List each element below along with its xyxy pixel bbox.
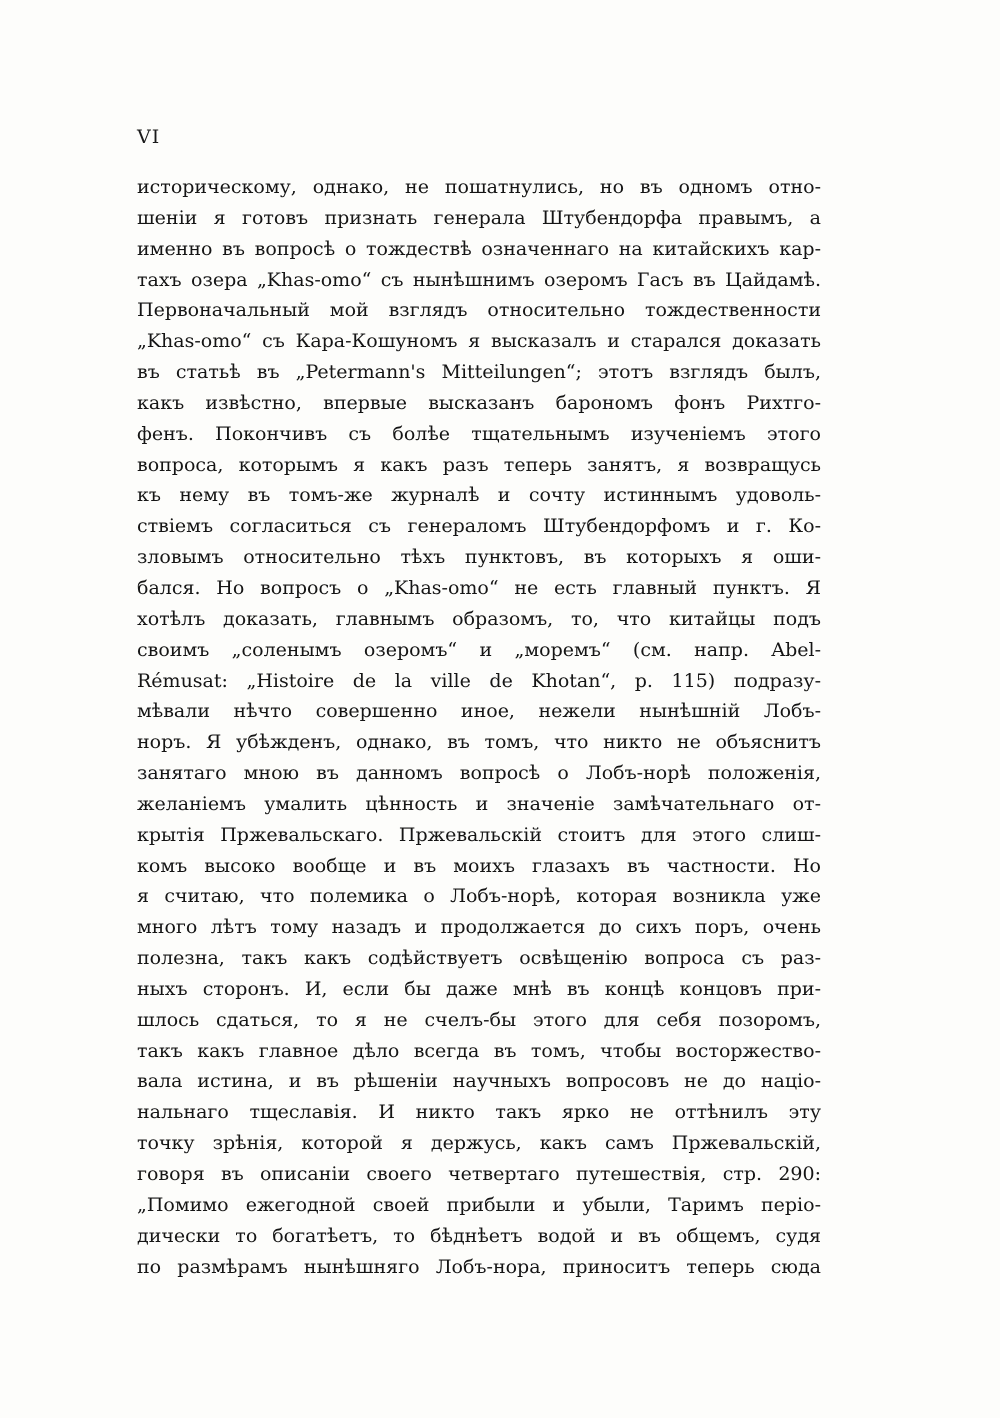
text-line: ныхъ сторонъ. И, если бы даже мнѣ въ концѣ концовъ при- [137,977,821,1000]
text-line: норъ. Я убѣжденъ, однако, въ томъ, что никто не объяснитъ [137,731,821,754]
text-line: „Помимо ежегодной своей прибыли и убыли, Таримъ періо- [137,1193,821,1216]
text-line: тахъ озера „Khas-omo“ съ нынѣшнимъ озеромъ Гасъ въ Цайдамѣ. [137,268,821,291]
text-line: въ статьѣ въ „Petermann's Mitteilungen“; этотъ взглядъ былъ, [137,361,821,384]
text-line: я считаю, что полемика о Лобъ-норѣ, которая возникла уже [137,885,821,908]
text-line: крытія Пржевальскаго. Пржевальскій стоитъ для этого слиш- [137,823,821,846]
page-number: VI [137,126,161,148]
text-line: своимъ „соленымъ озеромъ“ и „моремъ“ (см. напр. Abel- [137,638,821,661]
text-line: „Khas-omo“ съ Кара-Кошуномъ я высказалъ и старался доказать [137,330,821,353]
text-line: нальнаго тщеславія. И никто такъ ярко не оттѣнилъ эту [137,1101,821,1124]
text-line: Rémusat: „Histoire de la ville de Khotan“, p. 115) подразу- [137,669,821,692]
text-line: ствіемъ согласиться съ генераломъ Штубендорфомъ и г. Ко- [137,515,821,538]
text-line: зловымъ относительно тѣхъ пунктовъ, въ которыхъ я оши- [137,546,821,569]
text-line: говоря въ описаніи своего четвертаго путешествія, стр. 290: [137,1163,821,1185]
text-line: точку зрѣнія, которой я держусь, какъ самъ Пржевальскій, [137,1132,821,1155]
text-line: занятаго мною въ данномъ вопросѣ о Лобъ-норѣ положенія, [137,762,821,785]
body-text [137,172,821,1282]
text-line: вала истина, и въ рѣшеніи научныхъ вопросовъ не до націо- [137,1070,821,1093]
text-line: Первоначальный мой взглядъ относительно тождественности [137,299,821,322]
text-line: вопроса, которымъ я какъ разъ теперь занятъ, я возвращусь [137,453,821,476]
text-line: мѣвали нѣчто совершенно иное, нежели нынѣшній Лобъ- [137,700,821,723]
text-line: какъ извѣстно, впервые высказанъ барономъ фонъ Рихтго- [137,391,821,414]
text-line: комъ высоко вообще и въ моихъ глазахъ въ частности. Но [137,854,821,877]
text-line: много лѣтъ тому назадъ и продолжается до сихъ поръ, очень [137,916,821,939]
text-line: хотѣлъ доказать, главнымъ образомъ, то, что китайцы подъ [137,607,821,630]
text-line: шлось сдаться, то я не счелъ-бы этого для себя позоромъ, [137,1008,821,1031]
text-line: такъ какъ главное дѣло всегда въ томъ, чтобы восторжество- [137,1039,821,1062]
text-line: шеніи я готовъ признать генерала Штубендорфа правымъ, а [137,206,821,229]
text-line: полезна, такъ какъ содѣйствуетъ освѣщенію вопроса съ раз- [137,947,821,970]
text-line: дически то богатѣетъ, то бѣднѣетъ водой и въ общемъ, судя [137,1224,821,1247]
text-line: по размѣрамъ нынѣшняго Лобъ-нора, приноситъ теперь сюда [137,1255,821,1278]
text-line: къ нему въ томъ-же журналѣ и сочту истиннымъ удоволь- [137,484,821,507]
text-line: историческому, однако, не пошатнулись, но въ одномъ отно- [137,176,821,198]
text-line: бался. Но вопросъ о „Khas-omo“ не есть главный пунктъ. Я [137,576,821,599]
text-line: именно въ вопросѣ о тождествѣ означеннаго на китайскихъ кар- [137,237,821,260]
text-line: фенъ. Покончивъ съ болѣе тщательнымъ изученіемъ этого [137,422,821,445]
text-line: желаніемъ умалить цѣнность и значеніе замѣчательнаго от- [137,792,821,815]
